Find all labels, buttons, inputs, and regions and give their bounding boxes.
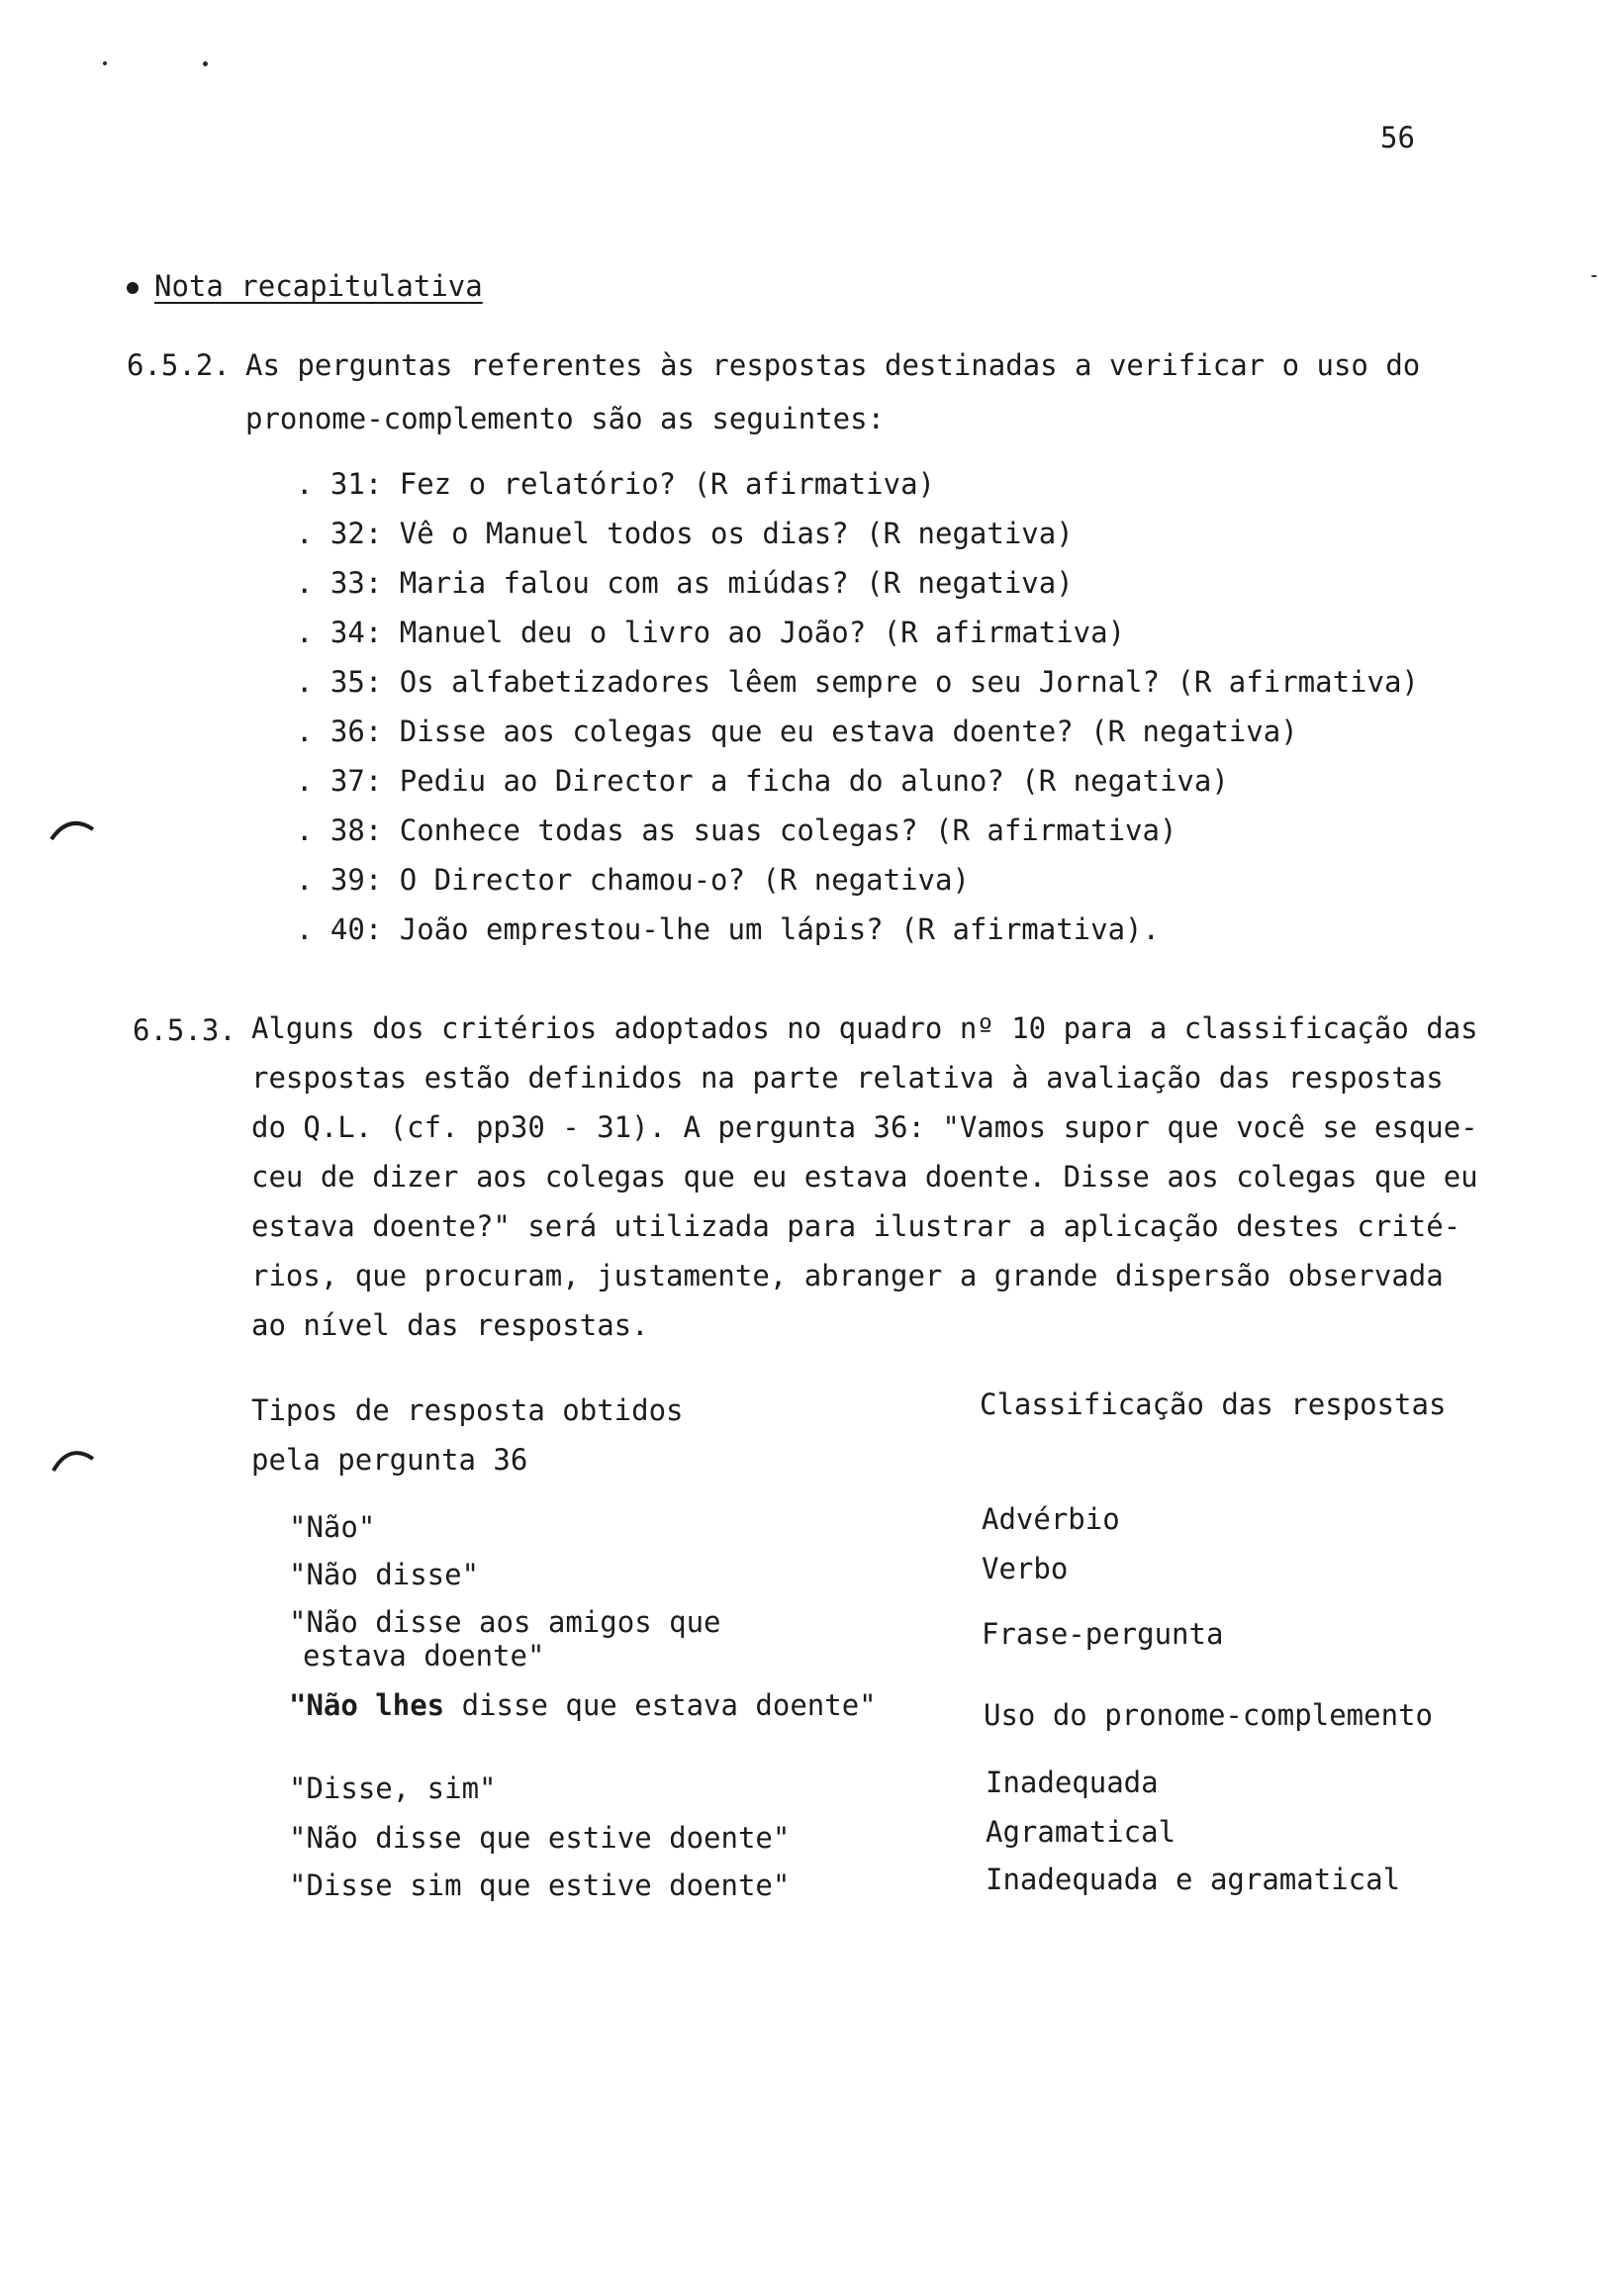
paragraph-line: Alguns dos critérios adoptados no quadro nº 10 para a classificação das [251,1011,1478,1045]
question-item: . 35: Os alfabetizadores lêem sempre o seu Jornal? (R afirmativa) [296,665,1419,699]
page-number: 56 [1380,121,1415,154]
paragraph-line: do Q.L. (cf. pp30 - 31). A pergunta 36: "Vamos supor que você se esque- [251,1110,1478,1144]
paragraph-line: estava doente?" será utilizada para ilustrar a aplicação destes crité- [251,1209,1461,1243]
response-cell: "Disse sim que estive doente" [289,1868,791,1902]
paragraph-line: respostas estão definidos na parte relativa à avaliação das respostas [251,1061,1444,1095]
table-left-header-line-1: Tipos de resposta obtidos [251,1393,684,1427]
margin-arc-mark [47,1441,97,1475]
scan-speck [1591,275,1597,277]
question-item: . 38: Conhece todas as suas colegas? (R afirmativa) [296,813,1177,847]
section-653-paragraph [251,1004,1478,1350]
classification-cell: Frase-pergunta [982,1617,1224,1651]
question-list [296,459,1419,954]
bullet-icon [127,282,139,294]
question-item: . 32: Vê o Manuel todos os dias? (R negativa) [296,517,1074,550]
response-cell-continuation: estava doente" [303,1639,545,1673]
paragraph-line: rios, que procuram, justamente, abranger a grande dispersão observada [251,1259,1444,1292]
response-cell [289,1688,877,1722]
section-number-652: 6.5.2. [127,348,231,382]
response-cell: "Não" [289,1510,376,1544]
scan-speck [103,61,107,65]
question-item: . 31: Fez o relatório? (R afirmativa) [296,467,936,501]
question-item: . 40: João emprestou-lhe um lápis? (R afirmativa). [296,912,1160,946]
response-cell: "Não disse" [289,1558,480,1591]
classification-cell: Advérbio [982,1502,1120,1536]
response-rest-part: disse que estava doente" [461,1688,877,1722]
note-heading-label: Nota recapitulativa [154,269,483,303]
classification-cell: Inadequada [986,1766,1159,1799]
section-number-653: 6.5.3. [133,1013,236,1047]
question-item: . 36: Disse aos colegas que eu estava doente? (R negativa) [296,715,1298,748]
section-652-line-2: pronome-complemento são as seguintes: [245,402,886,435]
response-cell: "Não disse que estive doente" [289,1821,791,1855]
question-item: . 39: O Director chamou-o? (R negativa) [296,863,970,897]
paragraph-line: ao nível das respostas. [251,1308,649,1342]
table-right-header: Classificação das respostas [980,1387,1447,1421]
question-item: . 33: Maria falou com as miúdas? (R negativa) [296,566,1074,600]
classification-cell: Verbo [982,1552,1069,1585]
classification-cell: Uso do pronome-complemento [984,1698,1433,1732]
paragraph-line: ceu de dizer aos colegas que eu estava doente. Disse aos colegas que eu [251,1160,1478,1194]
classification-cell: Agramatical [986,1815,1176,1849]
question-item: . 37: Pediu ao Director a ficha do aluno? (R negativa) [296,764,1229,798]
classification-cell: Inadequada e agramatical [986,1863,1401,1896]
table-left-header-line-2: pela pergunta 36 [251,1443,528,1477]
note-heading [127,269,483,303]
scan-speck [203,61,208,66]
margin-arc-mark [47,812,97,843]
response-cell: "Disse, sim" [289,1771,497,1805]
response-bold-part: "Não lhes [289,1688,445,1722]
section-652-line-1: As perguntas referentes às respostas destinadas a verificar o uso do [245,348,1421,382]
response-cell: "Não disse aos amigos que [289,1605,721,1639]
question-item: . 34: Manuel deu o livro ao João? (R afirmativa) [296,616,1126,649]
